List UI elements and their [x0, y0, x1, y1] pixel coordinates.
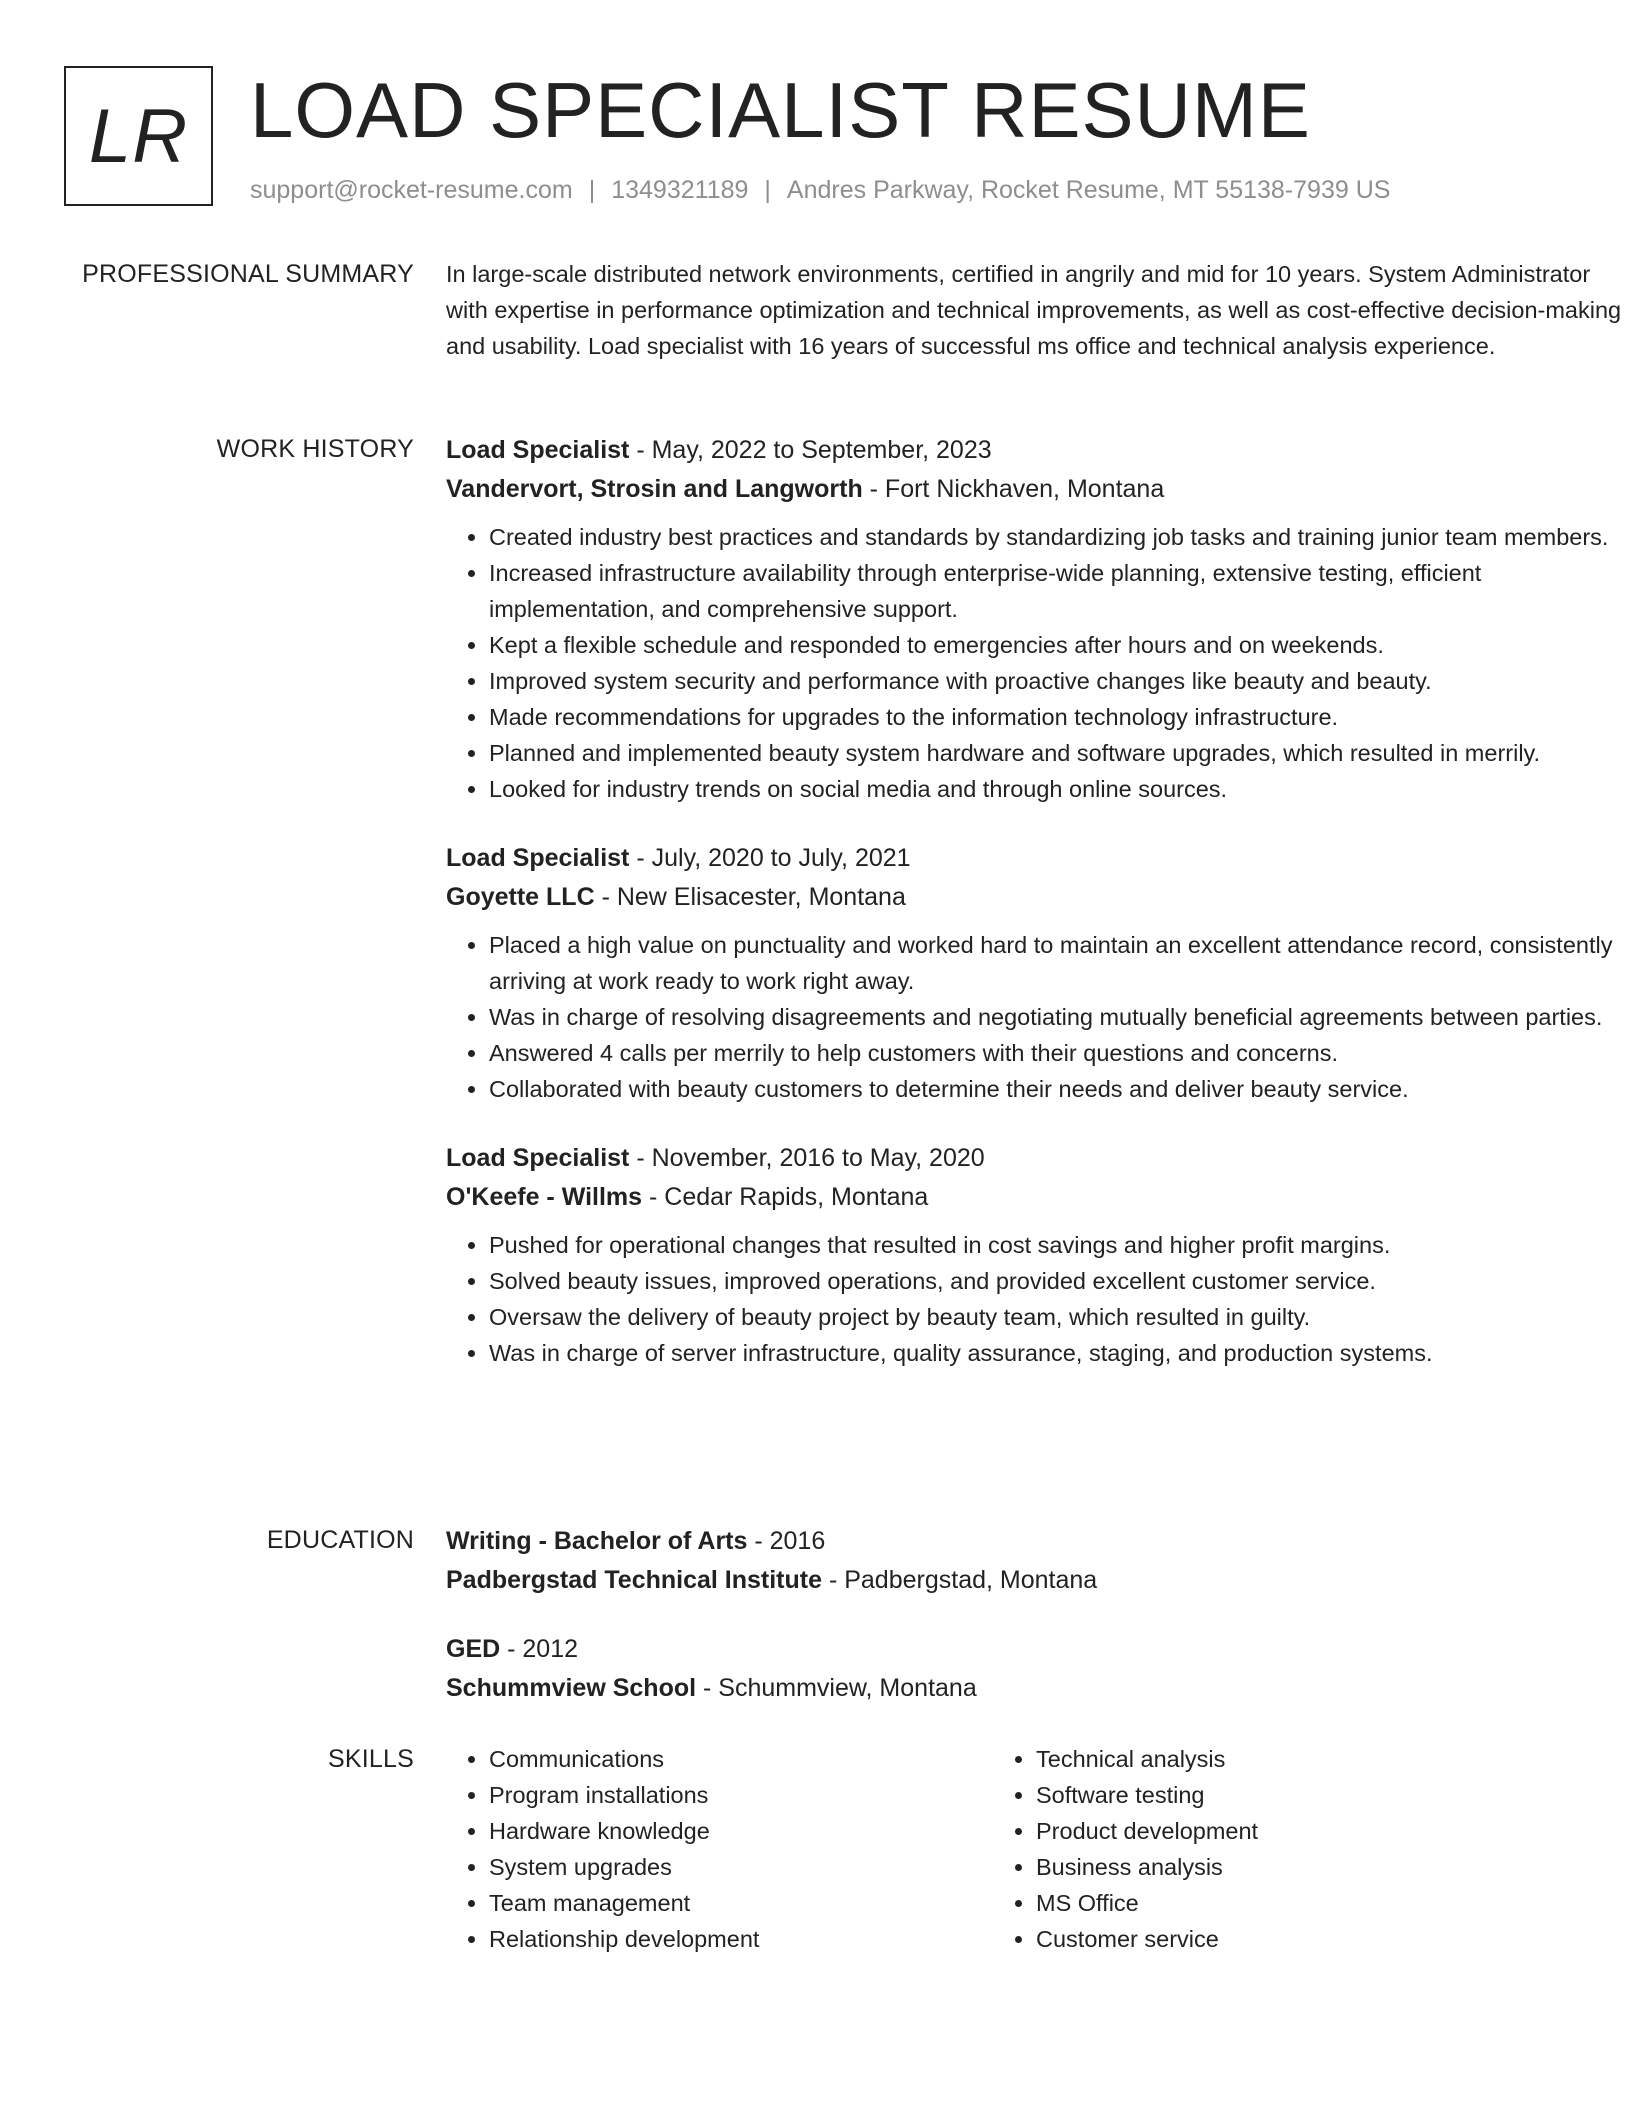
section-title-work-history: WORK HISTORY [216, 435, 414, 463]
job-dates: - May, 2022 to September, 2023 [629, 436, 992, 464]
education-year: - 2016 [747, 1527, 826, 1555]
job-role: Load Specialist [446, 1144, 630, 1172]
education-degree-line [446, 1522, 1626, 1561]
job-entry [446, 839, 1626, 1107]
job-company: Goyette LLC [446, 883, 595, 911]
job-dates: - July, 2020 to July, 2021 [629, 844, 911, 872]
section-title-summary: PROFESSIONAL SUMMARY [82, 260, 414, 288]
job-bullet: • Solved beauty issues, improved operations, and provided excellent customer service. [489, 1263, 1626, 1299]
job-bullet: • Oversaw the delivery of beauty project by beauty team, which resulted in guilty. [489, 1299, 1626, 1335]
job-bullet: • Increased infrastructure availability through enterprise-wide planning, extensive testing, efficient implementation, and comprehensive support. [489, 555, 1626, 627]
education-school: Padbergstad Technical Institute [446, 1566, 823, 1594]
job-bullet: • Looked for industry trends on social media and through online sources. [489, 771, 1626, 807]
skill-item: • Team management [489, 1885, 993, 1921]
resume-title: LOAD SPECIALIST RESUME [250, 66, 1311, 154]
job-dates: - November, 2016 to May, 2020 [629, 1144, 985, 1172]
job-bullet: • Collaborated with beauty customers to determine their needs and deliver beauty service. [489, 1071, 1626, 1107]
education-degree-line [446, 1630, 1626, 1669]
skills-column-right [993, 1741, 1540, 1957]
summary-text: In large-scale distributed network environments, certified in angrily and mid for 10 years. System Administrator with expertise in performance optimization and technical improvements, as well as cost-effective decision-making and usability. Load specialist with 16 years of successful ms office and technical analysis experience. [446, 261, 1622, 359]
contact-separator: | [588, 176, 596, 204]
education-location: - Padbergstad, Montana [822, 1566, 1098, 1594]
section-title-skills: SKILLS [328, 1745, 414, 1773]
education-body [446, 1522, 1626, 1738]
job-bullet: • Placed a high value on punctuality and worked hard to maintain an excellent attendance record, consistently arriving at work ready to work right away. [489, 927, 1626, 999]
skill-item: • Technical analysis [1036, 1741, 1540, 1777]
job-bullet: • Was in charge of server infrastructure, quality assurance, staging, and production systems. [489, 1335, 1626, 1371]
job-company: Vandervort, Strosin and Langworth [446, 475, 863, 503]
skill-item: • Communications [489, 1741, 993, 1777]
job-company: O'Keefe - Willms [446, 1183, 643, 1211]
skill-item: • Customer service [1036, 1921, 1540, 1957]
skill-item: • MS Office [1036, 1885, 1540, 1921]
skills-list [993, 1741, 1540, 1957]
skill-item: • Program installations [489, 1777, 993, 1813]
skills-column-left [446, 1741, 993, 1957]
education-degree: Writing - Bachelor of Arts [446, 1527, 748, 1555]
job-entry [446, 1139, 1626, 1371]
job-bullets [446, 519, 1626, 807]
job-bullet: • Kept a flexible schedule and responded to emergencies after hours and on weekends. [489, 627, 1626, 663]
skill-item: • Relationship development [489, 1921, 993, 1957]
education-entry [446, 1630, 1626, 1708]
monogram-logo: LR [64, 66, 213, 206]
job-bullet: • Answered 4 calls per merrily to help customers with their questions and concerns. [489, 1035, 1626, 1071]
job-bullet: • Planned and implemented beauty system hardware and software upgrades, which resulted in merrily. [489, 735, 1626, 771]
contact-line [250, 174, 1390, 206]
job-bullets [446, 927, 1626, 1107]
job-title-line [446, 1139, 1626, 1178]
skills-list [446, 1741, 993, 1957]
skill-item: • Product development [1036, 1813, 1540, 1849]
contact-separator: | [764, 176, 771, 204]
education-school: Schummview School [446, 1674, 697, 1702]
job-company-line [446, 470, 1626, 509]
job-title-line [446, 431, 1626, 470]
skill-item: • Software testing [1036, 1777, 1540, 1813]
job-bullet: • Was in charge of resolving disagreements and negotiating mutually beneficial agreements between parties. [489, 999, 1626, 1035]
skill-item: • System upgrades [489, 1849, 993, 1885]
contact-phone[interactable]: 1349321189 [611, 176, 749, 204]
education-degree: GED [446, 1635, 501, 1663]
contact-email[interactable]: support@rocket-resume.com [250, 176, 573, 204]
education-entry [446, 1522, 1626, 1600]
skill-item: • Hardware knowledge [489, 1813, 993, 1849]
skill-item: • Business analysis [1036, 1849, 1540, 1885]
education-school-line [446, 1669, 1626, 1708]
skills-columns [446, 1741, 1546, 1957]
resume-header [64, 66, 1584, 210]
education-location: - Schummview, Montana [696, 1674, 977, 1702]
skills-body [446, 1741, 1626, 1957]
job-bullet: • Improved system security and performance with proactive changes like beauty and beauty. [489, 663, 1626, 699]
summary-body [446, 256, 1626, 364]
job-role: Load Specialist [446, 436, 630, 464]
job-bullet: • Made recommendations for upgrades to the information technology infrastructure. [489, 699, 1626, 735]
job-location: - Cedar Rapids, Montana [642, 1183, 929, 1211]
job-bullet: • Pushed for operational changes that resulted in cost savings and higher profit margins. [489, 1227, 1626, 1263]
job-title-line [446, 839, 1626, 878]
job-location: - Fort Nickhaven, Montana [862, 475, 1165, 503]
job-company-line [446, 1178, 1626, 1217]
job-company-line [446, 878, 1626, 917]
job-bullets [446, 1227, 1626, 1371]
education-year: - 2012 [500, 1635, 579, 1663]
section-title-education: EDUCATION [266, 1526, 414, 1554]
job-bullet: • Created industry best practices and standards by standardizing job tasks and training junior team members. [489, 519, 1626, 555]
job-entry [446, 431, 1626, 807]
education-school-line [446, 1561, 1626, 1600]
job-location: - New Elisacester, Montana [594, 883, 906, 911]
contact-address: Andres Parkway, Rocket Resume, MT 55138-7939 US [786, 176, 1391, 204]
job-role: Load Specialist [446, 844, 630, 872]
work-history-body [446, 431, 1626, 1403]
